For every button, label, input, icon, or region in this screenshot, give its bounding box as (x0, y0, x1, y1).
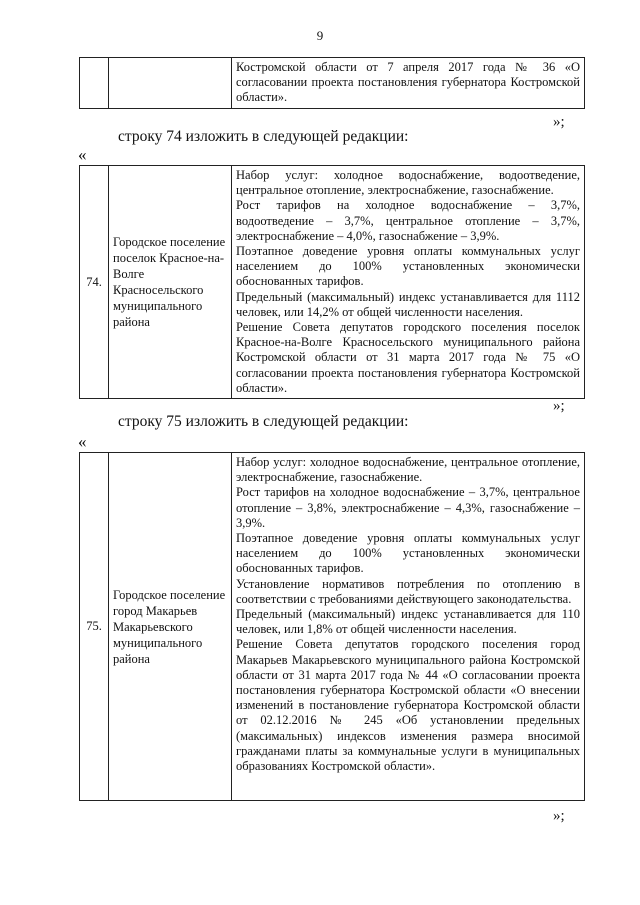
closing-quote-3: »; (553, 808, 565, 824)
continuation-text: Костромской области от 7 апреля 2017 года № 36 «О согласовании проекта постановления губернатора Костромской области». (236, 60, 580, 105)
closing-quote-1: »; (553, 114, 565, 130)
paragraph-payment-74: Поэтапное доведение уровня оплаты коммунальных услуг населением до 100% установленных экономически обоснованных тарифов. (236, 244, 580, 289)
paragraph-services-75: Набор услуг: холодное водоснабжение, центральное отопление, электроснабжение, газоснабжение. (236, 455, 580, 485)
description-cell-75 (232, 453, 585, 801)
description-cell (232, 58, 585, 109)
opening-quote-74: « (78, 145, 87, 164)
opening-quote-75: « (78, 432, 87, 451)
table-row-75 (79, 452, 585, 801)
closing-quote-2: »; (553, 398, 565, 414)
paragraph-services-74: Набор услуг: холодное водоснабжение, водоотведение, центральное отопление, электроснабжение, газоснабжение. (236, 168, 580, 198)
paragraph-index-74: Предельный (максимальный) индекс устанавливается для 1112 человек, или 14,2% от общей численности населения. (236, 289, 580, 319)
instruction-75: строку 75 изложить в следующей редакции: (118, 413, 409, 430)
instruction-74: строку 74 изложить в следующей редакции: (118, 128, 409, 145)
number-cell-empty (80, 58, 109, 109)
page-number: 9 (316, 28, 324, 43)
paragraph-norms-75: Установление нормативов потребления по отоплению в соответствии с требованиями действующего законодательства. (236, 576, 580, 606)
description-cell-74 (232, 166, 585, 399)
paragraph-decision-75: Решение Совета депутатов городского поселения город Макарьев Макарьевского муниципального района Костромской области от 31 марта 2017 года № 44 «О согласовании проекта постановления губернатора Костромской области «О внесении изменений в постановление губернатора Костромской области от 02.12.2016 № 245 «Об установлении предельных (максимальных) индексов изменения размера вносимой гражданами платы за коммунальные услуги в муниципальных образованиях Костромской области». (236, 637, 580, 774)
table-row-74 (79, 165, 585, 399)
name-cell-empty (109, 58, 232, 109)
paragraph-decision-74: Решение Совета депутатов городского поселения поселок Красное-на-Волге Красносельского муниципального района Костромской области от 31 марта 2017 года № 75 «О согласовании проекта постановления губернатора Костромской области». (236, 320, 580, 395)
row-number-74: 74. (80, 166, 109, 399)
paragraph-tariffs-74: Рост тарифов на холодное водоснабжение – 3,7%, водоотведение – 3,7%, центральное отопление – 3,7%, электроснабжение – 4,0%, газоснабжение – 3,9%. (236, 198, 580, 243)
paragraph-index-75: Предельный (максимальный) индекс устанавливается для 110 человек, или 1,8% от общей численности населения. (236, 607, 580, 637)
paragraph-payment-75: Поэтапное доведение уровня оплаты коммунальных услуг населением до 100% установленных экономически обоснованных тарифов. (236, 531, 580, 576)
municipality-name-74: Городское поселение поселок Красное-на-Волге Красносельского муниципального района (109, 166, 232, 399)
table-row-continuation (79, 57, 585, 109)
paragraph-tariffs-75: Рост тарифов на холодное водоснабжение – 3,7%, центральное отопление – 3,8%, электроснабжение – 4,3%, газоснабжение – 3,9%. (236, 485, 580, 530)
municipality-name-75: Городское поселение город Макарьев Макарьевского муниципального района (109, 453, 232, 801)
row-number-75: 75. (80, 453, 109, 801)
